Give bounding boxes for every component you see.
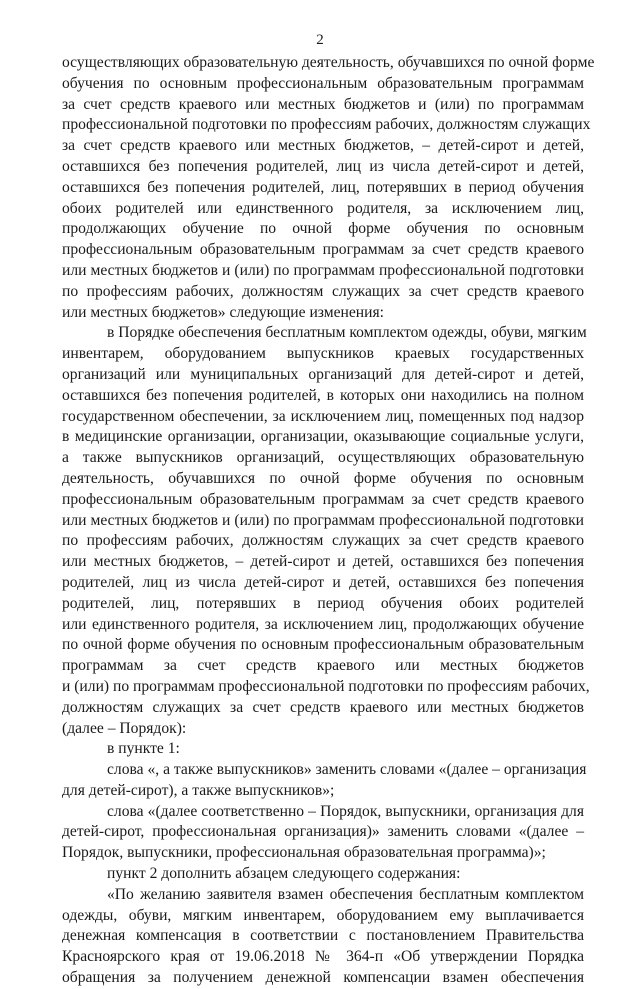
text-line: в медицинские организации, организации, оказывающие социальные услуги, xyxy=(62,428,584,446)
text-line: продолжающих обучение по очной форме обучения по основным xyxy=(62,220,584,238)
text-line: слова «(далее соответственно – Порядок, выпускники, организация для xyxy=(107,802,584,820)
text-line: одежды, обуви, мягким инвентарем, оборудованием ему выплачивается xyxy=(62,906,584,924)
text-line: программам за счет средств краевого или местных бюджетов xyxy=(62,657,584,675)
text-line: или местных бюджетов, – детей-сирот и детей, оставшихся без попечения xyxy=(62,553,584,571)
text-line: обоих родителей или единственного родителя, за исключением лиц, xyxy=(62,199,584,217)
text-line: деятельность, обучавшихся по очной форме обучения по основным xyxy=(62,469,584,487)
text-line: профессиональным образовательным программам за счет средств краевого xyxy=(62,490,584,508)
text-line: инвентарем, оборудованием выпускников краевых государственных xyxy=(62,345,584,363)
text-line: Красноярского края от 19.06.2018 № 364-п «Об утверждении Порядка xyxy=(62,948,584,966)
document-body xyxy=(62,53,595,989)
text-line: обучения по основным профессиональным образовательным программам xyxy=(62,74,584,92)
text-line: осуществляющих образовательную деятельность, обучавшихся по очной форме xyxy=(62,54,595,71)
text-line: должностям служащих за счет средств краевого или местных бюджетов xyxy=(62,698,584,716)
text-line: за счет средств краевого или местных бюджетов, – детей-сирот и детей, xyxy=(62,137,584,155)
text-line: государственном обеспечении, за исключением лиц, помещенных под надзор xyxy=(62,407,584,425)
text-line: оставшихся без попечения родителей, лиц, потерявших в период обучения xyxy=(62,178,584,196)
text-line: по очной форме обучения по основным профессиональным образовательным xyxy=(62,636,584,654)
text-line: обращения за получением денежной компенсации взамен обеспечения xyxy=(62,969,584,987)
text-line: денежная компенсация в соответствии с постановлением Правительства xyxy=(62,927,584,945)
text-line: или единственного родителя, за исключением лиц, продолжающих обучение xyxy=(62,615,584,633)
text-line: профессиональной подготовки по профессиям рабочих, должностям служащих xyxy=(62,116,591,134)
text-line: за счет средств краевого или местных бюджетов и (или) по программам xyxy=(62,95,584,113)
text-line: слова «, а также выпускников» заменить словами «(далее – организация xyxy=(107,761,587,779)
text-line: оставшихся без попечения родителей, лиц из числа детей-сирот и детей, xyxy=(62,157,584,175)
text-line: по профессиям рабочих, должностям служащих за счет средств краевого xyxy=(62,532,584,550)
text-line: «По желанию заявителя взамен обеспечения бесплатным комплектом xyxy=(107,885,584,903)
text-line: для детей-сирот), а также выпускников»; xyxy=(62,781,335,799)
text-line: оставшихся без попечения родителей, в которых они находились на полном xyxy=(62,386,584,404)
text-line: или местных бюджетов» следующие изменения: xyxy=(62,303,384,321)
text-line: пункт 2 дополнить абзацем следующего содержания: xyxy=(107,865,461,883)
text-line: детей-сирот, профессиональная организация)» заменить словами «(далее – xyxy=(62,823,584,841)
text-line: по профессиям рабочих, должностям служащих за счет средств краевого xyxy=(62,282,584,300)
text-line: или местных бюджетов и (или) по программам профессиональной подготовки xyxy=(62,511,584,529)
text-line: родителей, лиц, потерявших в период обучения обоих родителей xyxy=(62,594,584,612)
text-line: (далее – Порядок): xyxy=(62,719,187,737)
text-line: а также выпускников организаций, осуществляющих образовательную xyxy=(62,449,584,467)
text-line: Порядок, выпускники, профессиональная образовательная программа)»; xyxy=(62,844,546,862)
text-line: профессиональным образовательным программам за счет средств краевого xyxy=(62,241,584,259)
text-line: или местных бюджетов и (или) по программам профессиональной подготовки xyxy=(62,261,584,279)
page-number: 2 xyxy=(316,32,324,48)
text-line: организаций или муниципальных организаций для детей-сирот и детей, xyxy=(62,365,584,383)
text-line: в Порядке обеспечения бесплатным комплектом одежды, обуви, мягким xyxy=(107,324,587,342)
text-line: в пункте 1: xyxy=(107,740,180,758)
text-line: родителей, лиц из числа детей-сирот и детей, оставшихся без попечения xyxy=(62,573,584,591)
text-line: и (или) по программам профессиональной подготовки по профессиям рабочих, xyxy=(62,677,590,695)
